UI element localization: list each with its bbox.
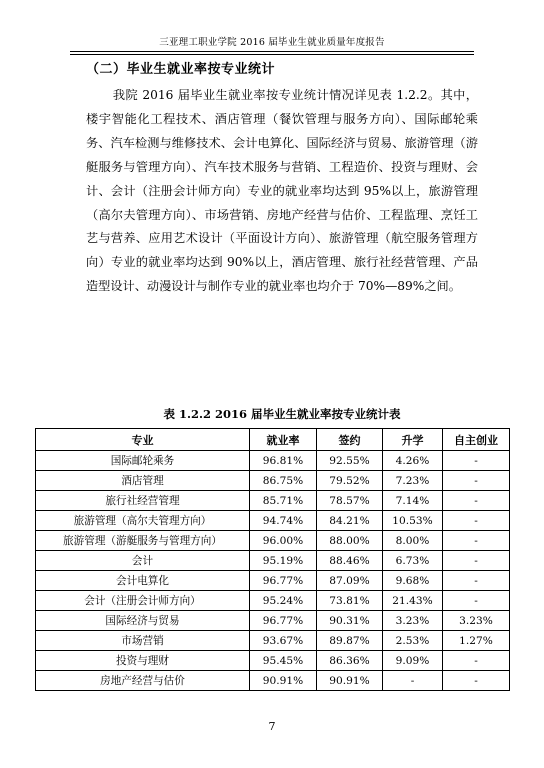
- cell-major: 市场营销: [36, 631, 250, 651]
- cell-self-employed: -: [443, 671, 510, 691]
- cell-self-employed: -: [443, 651, 510, 671]
- cell-further-study: 21.43%: [383, 591, 443, 611]
- cell-signing: 88.46%: [317, 551, 383, 571]
- cell-employment-rate: 96.00%: [250, 531, 317, 551]
- cell-employment-rate: 95.19%: [250, 551, 317, 571]
- cell-further-study: 9.09%: [383, 651, 443, 671]
- cell-major: 会计（注册会计师方向）: [36, 591, 250, 611]
- table-row: [36, 611, 510, 631]
- body-paragraph: 我院 2016 届毕业生就业率按专业统计情况详见表 1.2.2。其中，楼宇智能化工程技术、酒店管理（餐饮管理与服务方向）、国际邮轮乘务、汽车检测与维修技术、会计电算化、国际经济与贸易、旅游管理（游艇服务与管理方向）、汽车技术服务与营销、工程造价、投资与理财、会计、会计（注册会计师方向）专业的就业率均达到 95%以上，旅游管理（高尔夫管理方向）、市场营销、房地产经营与估价、工程监理、烹饪工艺与营养、应用艺术设计（平面设计方向）、旅游管理（航空服务管理方向）专业的就业率均达到 90%以上，酒店管理、旅行社经营管理、产品造型设计、动漫设计与制作专业的就业率也均介于 70%—89%之间。: [86, 88, 478, 294]
- cell-self-employed: -: [443, 511, 510, 531]
- cell-employment-rate: 96.77%: [250, 611, 317, 631]
- cell-signing: 92.55%: [317, 451, 383, 471]
- cell-employment-rate: 96.81%: [250, 451, 317, 471]
- header-further-study: 升学: [383, 429, 443, 451]
- table-row: [36, 651, 510, 671]
- cell-further-study: 6.73%: [383, 551, 443, 571]
- section-heading: （二）毕业生就业率按专业统计: [86, 62, 276, 77]
- cell-major: 旅行社经营管理: [36, 491, 250, 511]
- cell-major: 国际经济与贸易: [36, 611, 250, 631]
- table-row: [36, 631, 510, 651]
- cell-signing: 89.87%: [317, 631, 383, 651]
- cell-signing: 86.36%: [317, 651, 383, 671]
- cell-further-study: -: [383, 671, 443, 691]
- cell-further-study: 4.26%: [383, 451, 443, 471]
- table-row: [36, 571, 510, 591]
- cell-major: 酒店管理: [36, 471, 250, 491]
- cell-self-employed: 3.23%: [443, 611, 510, 631]
- header-signing: 签约: [317, 429, 383, 451]
- table-header-row: [36, 429, 510, 451]
- cell-major: 旅游管理（游艇服务与管理方向）: [36, 531, 250, 551]
- cell-further-study: 2.53%: [383, 631, 443, 651]
- cell-self-employed: -: [443, 491, 510, 511]
- header-major: 专业: [36, 429, 250, 451]
- header-employment-rate: 就业率: [250, 429, 317, 451]
- cell-major: 国际邮轮乘务: [36, 451, 250, 471]
- cell-further-study: 10.53%: [383, 511, 443, 531]
- table-row: [36, 671, 510, 691]
- cell-signing: 84.21%: [317, 511, 383, 531]
- cell-major: 投资与理财: [36, 651, 250, 671]
- body-text: [86, 84, 478, 299]
- cell-signing: 73.81%: [317, 591, 383, 611]
- cell-self-employed: -: [443, 551, 510, 571]
- cell-further-study: 7.14%: [383, 491, 443, 511]
- cell-employment-rate: 85.71%: [250, 491, 317, 511]
- table-row: [36, 531, 510, 551]
- cell-employment-rate: 95.24%: [250, 591, 317, 611]
- cell-employment-rate: 86.75%: [250, 471, 317, 491]
- cell-major: 房地产经营与估价: [36, 671, 250, 691]
- table-caption: 表 1.2.2 2016 届毕业生就业率按专业统计表: [163, 407, 401, 421]
- cell-employment-rate: 93.67%: [250, 631, 317, 651]
- cell-employment-rate: 96.77%: [250, 571, 317, 591]
- cell-major: 旅游管理（高尔夫管理方向）: [36, 511, 250, 531]
- cell-signing: 90.91%: [317, 671, 383, 691]
- cell-major: 会计电算化: [36, 571, 250, 591]
- cell-employment-rate: 95.45%: [250, 651, 317, 671]
- page-number: 7: [268, 720, 276, 733]
- page-header: 三亚理工职业学院 2016 届毕业生就业质量年度报告: [70, 34, 474, 52]
- table-row: [36, 551, 510, 571]
- table-row: [36, 511, 510, 531]
- cell-further-study: 7.23%: [383, 471, 443, 491]
- cell-self-employed: -: [443, 451, 510, 471]
- table-row: [36, 491, 510, 511]
- cell-major: 会计: [36, 551, 250, 571]
- table-row: [36, 451, 510, 471]
- cell-self-employed: -: [443, 591, 510, 611]
- cell-signing: 78.57%: [317, 491, 383, 511]
- cell-employment-rate: 90.91%: [250, 671, 317, 691]
- cell-employment-rate: 94.74%: [250, 511, 317, 531]
- cell-self-employed: -: [443, 531, 510, 551]
- header-self-employed: 自主创业: [443, 429, 510, 451]
- cell-further-study: 8.00%: [383, 531, 443, 551]
- employment-stats-table: [35, 428, 510, 691]
- cell-further-study: 9.68%: [383, 571, 443, 591]
- cell-signing: 90.31%: [317, 611, 383, 631]
- cell-self-employed: -: [443, 471, 510, 491]
- cell-further-study: 3.23%: [383, 611, 443, 631]
- table-row: [36, 471, 510, 491]
- cell-self-employed: 1.27%: [443, 631, 510, 651]
- cell-signing: 88.00%: [317, 531, 383, 551]
- cell-self-employed: -: [443, 571, 510, 591]
- table-row: [36, 591, 510, 611]
- cell-signing: 87.09%: [317, 571, 383, 591]
- cell-signing: 79.52%: [317, 471, 383, 491]
